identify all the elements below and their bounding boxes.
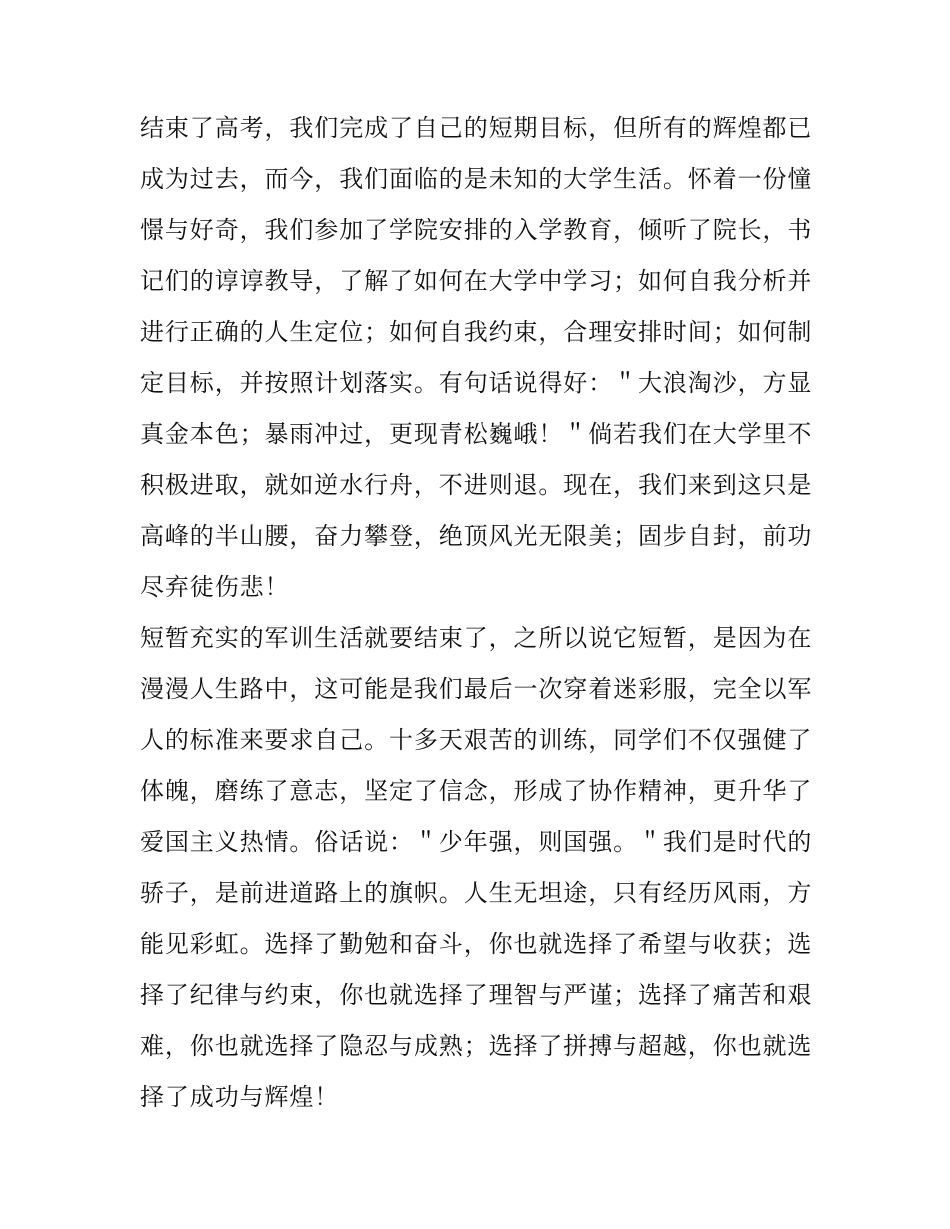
paragraph-line: 择了成功与辉煌！	[140, 1083, 340, 1111]
paragraph-line: 短暂充实的军训生活就要结束了，之所以说它短暂，是因为在	[140, 624, 813, 652]
paragraph-line: 尽弃徒伤悲！	[140, 573, 290, 601]
paragraph-line: 高峰的半山腰，奋力攀登，绝顶风光无限美；固步自封，前功	[140, 522, 813, 550]
paragraph-line: 憬与好奇，我们参加了学院安排的入学教育，倾听了院长，书	[140, 216, 813, 244]
paragraph-line: 真金本色；暴雨冲过，更现青松巍峨！＂倘若我们在大学里不	[140, 420, 813, 448]
paragraph-line: 结束了高考，我们完成了自己的短期目标，但所有的辉煌都已	[140, 114, 813, 142]
paragraph-line: 积极进取，就如逆水行舟，不进则退。现在，我们来到这只是	[140, 471, 813, 499]
paragraph-line: 进行正确的人生定位；如何自我约束，合理安排时间；如何制	[140, 318, 813, 346]
paragraph-line: 记们的谆谆教导，了解了如何在大学中学习；如何自我分析并	[140, 267, 813, 295]
paragraph-line: 爱国主义热情。俗话说：＂少年强，则国强。＂我们是时代的	[140, 828, 813, 856]
paragraph-line: 定目标，并按照计划落实。有句话说得好：＂大浪淘沙，方显	[140, 369, 813, 397]
paragraph-line: 漫漫人生路中，这可能是我们最后一次穿着迷彩服，完全以军	[140, 675, 813, 703]
paragraph-line: 人的标准来要求自己。十多天艰苦的训练，同学们不仅强健了	[140, 726, 813, 754]
paragraph-line: 能见彩虹。选择了勤勉和奋斗，你也就选择了希望与收获；选	[140, 930, 813, 958]
paragraph-line: 体魄，磨练了意志，坚定了信念，形成了协作精神，更升华了	[140, 777, 813, 805]
paragraph-line: 难，你也就选择了隐忍与成熟；选择了拼搏与超越，你也就选	[140, 1032, 813, 1060]
paragraph-line: 成为过去，而今，我们面临的是未知的大学生活。怀着一份憧	[140, 165, 813, 193]
paragraph-line: 择了纪律与约束，你也就选择了理智与严谨；选择了痛苦和艰	[140, 981, 813, 1009]
paragraph-line: 骄子，是前进道路上的旗帜。人生无坦途，只有经历风雨，方	[140, 879, 813, 907]
